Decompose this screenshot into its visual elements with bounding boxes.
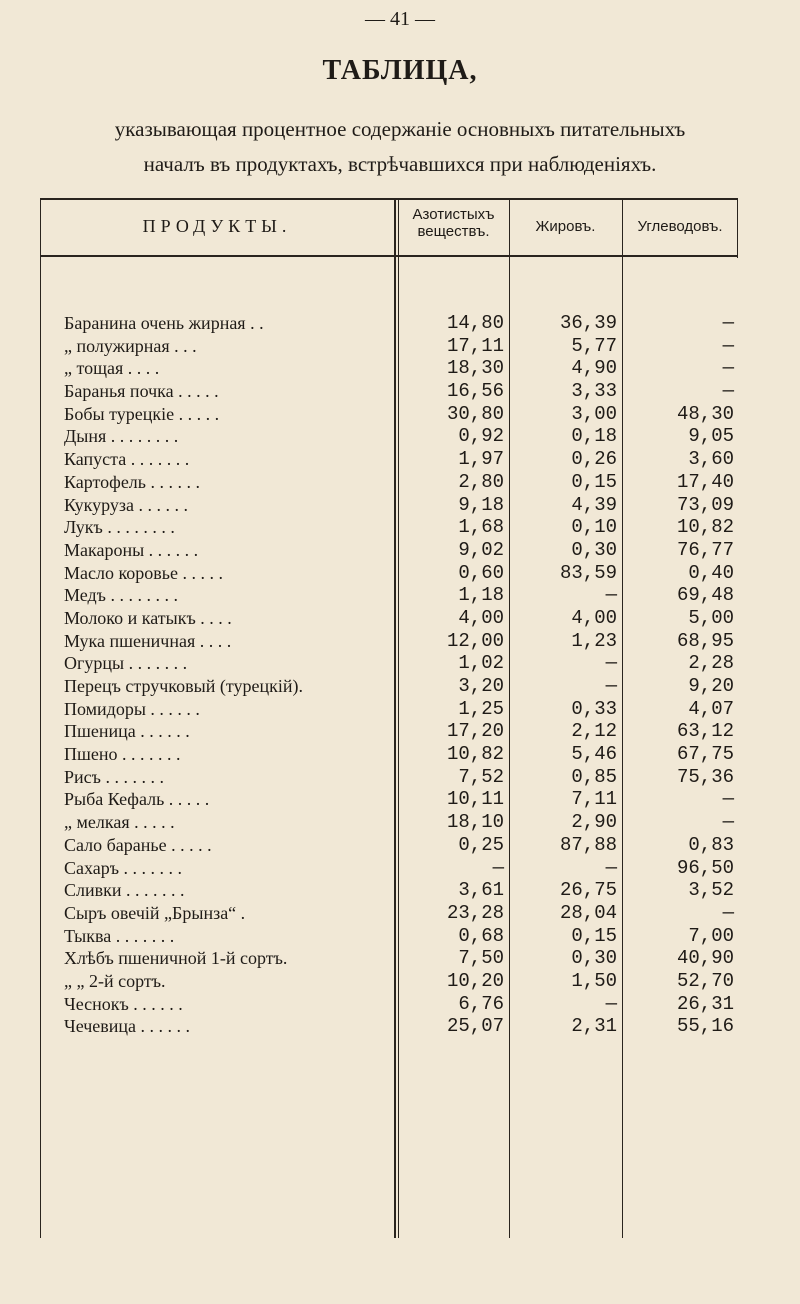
protein-cell: 17,20 bbox=[446, 720, 504, 743]
header-protein: Азотистыхъ веществъ. bbox=[412, 206, 495, 240]
carbs-cell: — bbox=[722, 357, 734, 380]
table-row bbox=[40, 834, 738, 857]
product-name-cell: Лукъ . . . . . . . . bbox=[64, 517, 175, 538]
protein-cell: 3,20 bbox=[458, 675, 504, 697]
table-row bbox=[40, 448, 738, 471]
product-name-cell: Баранина очень жирная . . bbox=[64, 313, 264, 333]
table-row bbox=[40, 312, 738, 335]
protein-cell: — bbox=[492, 856, 504, 879]
table-row bbox=[40, 902, 738, 925]
fat-cell: — bbox=[605, 856, 617, 879]
product-name-cell: Сахаръ . . . . . . . bbox=[64, 857, 183, 878]
fat-cell: 4,39 bbox=[571, 493, 617, 516]
table-row bbox=[40, 630, 738, 653]
product-name-cell: „ мелкая . . . . . bbox=[64, 812, 175, 833]
table-row bbox=[40, 380, 738, 403]
protein-cell: 10,20 bbox=[446, 969, 504, 992]
fat-cell: 7,11 bbox=[571, 788, 617, 811]
fat-cell: 4,00 bbox=[571, 606, 617, 629]
carbs-cell: 55,16 bbox=[676, 1015, 734, 1038]
carbs-cell: 0,40 bbox=[688, 561, 734, 584]
product-name-cell: Хлѣбъ пшеничной 1-й сортъ. bbox=[64, 948, 288, 969]
product-name-cell: Огурцы . . . . . . . bbox=[64, 653, 188, 674]
table-row bbox=[40, 879, 738, 902]
subtitle-line-2: началъ въ продуктахъ, встрѣчавшихся при наблюденіяхъ. bbox=[143, 152, 657, 176]
product-name-cell: Кукуруза . . . . . . bbox=[64, 494, 189, 515]
carbs-cell: 17,40 bbox=[676, 470, 734, 493]
carbs-cell: 73,09 bbox=[676, 493, 734, 516]
protein-cell: 1,97 bbox=[458, 448, 504, 471]
table-row bbox=[40, 357, 738, 380]
protein-cell: 18,30 bbox=[446, 357, 504, 380]
carbs-cell: 67,75 bbox=[676, 743, 734, 766]
protein-cell: 4,00 bbox=[458, 606, 504, 629]
product-name-cell: Баранья почка . . . . . bbox=[64, 381, 219, 402]
carbs-cell: 7,00 bbox=[688, 924, 734, 947]
protein-cell: 1,25 bbox=[458, 697, 504, 720]
product-name-cell: Тыква . . . . . . . bbox=[64, 925, 175, 946]
fat-cell: 0,30 bbox=[571, 947, 617, 970]
product-name-cell: Картофель . . . . . . bbox=[64, 471, 200, 492]
product-name-cell: Чечевица . . . . . . bbox=[64, 1016, 191, 1037]
product-name-cell: Рыба Кефаль . . . . . bbox=[64, 789, 210, 810]
carbs-cell: 96,50 bbox=[676, 856, 734, 879]
protein-cell: 16,56 bbox=[446, 380, 504, 403]
fat-cell: 3,33 bbox=[571, 380, 617, 403]
product-name-cell: Капуста . . . . . . . bbox=[64, 449, 190, 470]
product-name-cell: Медъ . . . . . . . . bbox=[64, 585, 178, 606]
table-row bbox=[40, 925, 738, 948]
carbs-cell: 2,28 bbox=[688, 652, 734, 675]
protein-cell: 18,10 bbox=[446, 811, 504, 834]
product-name-cell: Молоко и катыкъ . . . . bbox=[64, 607, 232, 628]
table-row bbox=[40, 403, 738, 426]
table-header-rule bbox=[40, 255, 738, 257]
table-row bbox=[40, 766, 738, 789]
product-name-cell: „ „ 2-й сортъ. bbox=[64, 970, 166, 991]
carbs-cell: — bbox=[722, 312, 734, 334]
fat-cell: — bbox=[605, 992, 617, 1015]
carbs-cell: 26,31 bbox=[676, 992, 734, 1015]
protein-cell: 0,60 bbox=[458, 561, 504, 584]
table-row bbox=[40, 652, 738, 675]
table-body bbox=[40, 312, 738, 1038]
fat-cell: 2,31 bbox=[571, 1015, 617, 1038]
product-name-cell: Масло коровье . . . . . bbox=[64, 562, 223, 583]
protein-cell: 10,82 bbox=[446, 743, 504, 766]
carbs-cell: — bbox=[722, 334, 734, 357]
product-name-cell: Сало баранье . . . . . bbox=[64, 834, 212, 855]
protein-cell: 0,25 bbox=[458, 833, 504, 856]
fat-cell: 0,85 bbox=[571, 765, 617, 788]
page-title: ТАБЛИЦА, bbox=[322, 55, 478, 86]
product-name-cell: Сливки . . . . . . . bbox=[64, 880, 185, 901]
header-products: ПРОДУКТЫ. bbox=[142, 216, 292, 236]
protein-cell: 17,11 bbox=[446, 334, 504, 357]
fat-cell: 5,77 bbox=[571, 334, 617, 357]
carbs-cell: 3,60 bbox=[688, 448, 734, 471]
header-fat: Жировъ. bbox=[535, 218, 596, 235]
protein-cell: 1,02 bbox=[458, 652, 504, 675]
carbs-cell: — bbox=[722, 901, 734, 924]
fat-cell: 5,46 bbox=[571, 743, 617, 766]
fat-cell: — bbox=[605, 675, 617, 697]
table-row bbox=[40, 425, 738, 448]
product-name-cell: Макароны . . . . . . bbox=[64, 539, 199, 560]
table-row bbox=[40, 494, 738, 517]
table-row bbox=[40, 607, 738, 630]
product-name-cell: Пшеница . . . . . . bbox=[64, 721, 190, 742]
protein-cell: 3,61 bbox=[458, 879, 504, 902]
fat-cell: 3,00 bbox=[571, 402, 617, 425]
product-name-cell: Перецъ стручковый (турецкій). bbox=[64, 676, 303, 696]
table-row bbox=[40, 788, 738, 811]
table-row bbox=[40, 471, 738, 494]
fat-cell: 0,30 bbox=[571, 538, 617, 561]
carbs-cell: 3,52 bbox=[688, 879, 734, 902]
protein-cell: 14,80 bbox=[446, 312, 504, 334]
fat-cell: 83,59 bbox=[559, 561, 617, 584]
carbs-cell: 9,20 bbox=[688, 675, 734, 697]
fat-cell: 0,33 bbox=[571, 697, 617, 720]
carbs-cell: — bbox=[722, 380, 734, 403]
protein-cell: 10,11 bbox=[446, 788, 504, 811]
table-row bbox=[40, 857, 738, 880]
product-name-cell: „ полужирная . . . bbox=[64, 335, 197, 356]
product-name-cell: Мука пшеничная . . . . bbox=[64, 630, 232, 651]
fat-cell: 0,15 bbox=[571, 924, 617, 947]
carbs-cell: 10,82 bbox=[676, 516, 734, 539]
table-row bbox=[40, 947, 738, 970]
carbs-cell: 0,83 bbox=[688, 833, 734, 856]
fat-cell: 0,18 bbox=[571, 425, 617, 448]
protein-cell: 12,00 bbox=[446, 629, 504, 652]
protein-cell: 9,02 bbox=[458, 538, 504, 561]
carbs-cell: 52,70 bbox=[676, 969, 734, 992]
protein-cell: 0,68 bbox=[458, 924, 504, 947]
product-name-cell: Дыня . . . . . . . . bbox=[64, 426, 179, 447]
fat-cell: 0,10 bbox=[571, 516, 617, 539]
table-row bbox=[40, 675, 738, 698]
product-name-cell: Помидоры . . . . . . bbox=[64, 698, 200, 719]
product-name-cell: Рисъ . . . . . . . bbox=[64, 766, 164, 787]
protein-cell: 0,92 bbox=[458, 425, 504, 448]
table-row bbox=[40, 539, 738, 562]
table-row bbox=[40, 970, 738, 993]
table-row bbox=[40, 562, 738, 585]
fat-cell: — bbox=[605, 584, 617, 607]
fat-cell: 87,88 bbox=[559, 833, 617, 856]
header-carbs: Углеводовъ. bbox=[637, 218, 723, 235]
fat-cell: 26,75 bbox=[559, 879, 617, 902]
table-row bbox=[40, 743, 738, 766]
table-top-rule bbox=[40, 198, 738, 200]
carbs-cell: 48,30 bbox=[676, 402, 734, 425]
table-row bbox=[40, 993, 738, 1016]
table-row bbox=[40, 335, 738, 358]
fat-cell: 36,39 bbox=[559, 312, 617, 334]
carbs-cell: 40,90 bbox=[676, 947, 734, 970]
subtitle-line-1: указывающая процентное содержаніе основныхъ питательныхъ bbox=[114, 117, 686, 141]
carbs-cell: 75,36 bbox=[676, 765, 734, 788]
protein-cell: 6,76 bbox=[458, 992, 504, 1015]
carbs-cell: — bbox=[722, 811, 734, 834]
fat-cell: 1,50 bbox=[571, 969, 617, 992]
table-row bbox=[40, 1015, 738, 1038]
protein-cell: 2,80 bbox=[458, 470, 504, 493]
product-name-cell: Чеснокъ . . . . . . bbox=[64, 993, 183, 1014]
fat-cell: 0,26 bbox=[571, 448, 617, 471]
table-row bbox=[40, 584, 738, 607]
carbs-cell: — bbox=[722, 788, 734, 811]
table-row bbox=[40, 720, 738, 743]
carbs-cell: 4,07 bbox=[688, 697, 734, 720]
fat-cell: 2,12 bbox=[571, 720, 617, 743]
fat-cell: — bbox=[605, 652, 617, 675]
carbs-cell: 69,48 bbox=[676, 584, 734, 607]
fat-cell: 1,23 bbox=[571, 629, 617, 652]
carbs-cell: 9,05 bbox=[688, 425, 734, 448]
product-name-cell: Бобы турецкіе . . . . . bbox=[64, 403, 220, 424]
carbs-cell: 63,12 bbox=[676, 720, 734, 743]
table-row bbox=[40, 811, 738, 834]
fat-cell: 2,90 bbox=[571, 811, 617, 834]
fat-cell: 4,90 bbox=[571, 357, 617, 380]
protein-cell: 30,80 bbox=[446, 402, 504, 425]
carbs-cell: 5,00 bbox=[688, 606, 734, 629]
fat-cell: 0,15 bbox=[571, 470, 617, 493]
page-number: — 41 — bbox=[365, 8, 435, 30]
product-name-cell: „ тощая . . . . bbox=[64, 358, 160, 379]
protein-cell: 9,18 bbox=[458, 493, 504, 516]
carbs-cell: 68,95 bbox=[676, 629, 734, 652]
protein-cell: 23,28 bbox=[446, 901, 504, 924]
nutrient-table bbox=[40, 198, 738, 1238]
product-name-cell: Сыръ овечій „Брынза“ . bbox=[64, 902, 246, 923]
protein-cell: 7,52 bbox=[458, 765, 504, 788]
protein-cell: 7,50 bbox=[458, 947, 504, 970]
product-name-cell: Пшено . . . . . . . bbox=[64, 744, 181, 765]
protein-cell: 1,68 bbox=[458, 516, 504, 539]
protein-cell: 25,07 bbox=[446, 1015, 504, 1038]
fat-cell: 28,04 bbox=[559, 901, 617, 924]
protein-cell: 1,18 bbox=[458, 584, 504, 607]
table-row bbox=[40, 698, 738, 721]
table-row bbox=[40, 516, 738, 539]
carbs-cell: 76,77 bbox=[676, 538, 734, 561]
